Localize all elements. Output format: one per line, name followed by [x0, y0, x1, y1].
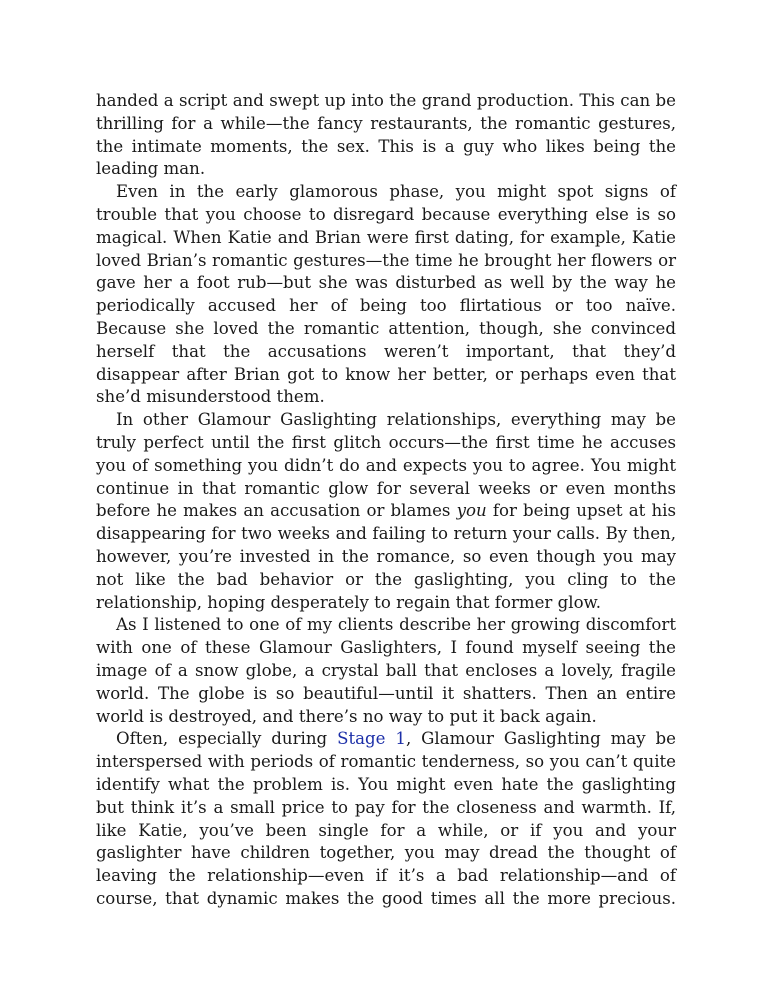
paragraph-1	[96, 90, 676, 181]
book-page	[96, 90, 676, 911]
paragraph-3-text-start: In other Glamour Gaslighting relationships, everything may be truly perfect until the first glitch occurs—the first time he accuses you of something you didn’t do and expects you to agree. You might continue in that romantic glow for several weeks or even months before he makes an accusation or blames	[96, 410, 676, 521]
paragraph-5	[96, 728, 676, 910]
paragraph-1-text: handed a script and swept up into the grand production. This can be thrilling for a while—the fancy restaurants, the romantic gestures, the intimate moments, the sex. This is a guy who likes being the leading man.	[96, 91, 676, 179]
paragraph-4	[96, 614, 676, 728]
paragraph-3-emphasis: you	[456, 501, 487, 521]
paragraph-5-text-start: Often, especially during	[116, 729, 338, 749]
paragraph-2-text: Even in the early glamorous phase, you might spot signs of trouble that you choose to disregard because everything else is so magical. When Katie and Brian were first dating, for example, Katie loved Brian’s romantic gestures—the time he brought her flowers or gave her a foot rub—but she was disturbed as well by the way he periodically accused her of being too flirtatious or too naïve. Because she loved the romantic attention, though, she convinced herself that the accusations weren’t important, that they’d disappear after Brian got to know her better, or perhaps even that she’d misunderstood them.	[96, 182, 676, 407]
paragraph-3	[96, 409, 676, 614]
paragraph-5-text-end: , Glamour Gaslighting may be interspersed with periods of romantic tenderness, so you can’t quite identify what the problem is. You might even hate the gaslighting but think it’s a small price to pay for the closeness and warmth. If, like Katie, you’ve been single for a while, or if you and your gaslighter have children together, you may dread the thought of leaving the relationship—even if it’s a bad relationship—and of course, that dynamic makes the good times all the more precious.	[96, 729, 676, 908]
stage-1-link[interactable]: Stage 1	[337, 729, 406, 749]
paragraph-3-text-end: for being upset at his disappearing for two weeks and failing to return your calls. By then, however, you’re invested in the romance, so even though you may not like the bad behavior or the gaslighting, you cling to the relationship, hoping desperately to regain that former glow.	[96, 501, 676, 612]
paragraph-4-text: As I listened to one of my clients describe her growing discomfort with one of these Glamour Gaslighters, I found myself seeing the image of a snow globe, a crystal ball that encloses a lovely, fragile world. The globe is so beautiful—until it shatters. Then an entire world is destroyed, and there’s no way to put it back again.	[96, 615, 676, 726]
paragraph-2	[96, 181, 676, 409]
